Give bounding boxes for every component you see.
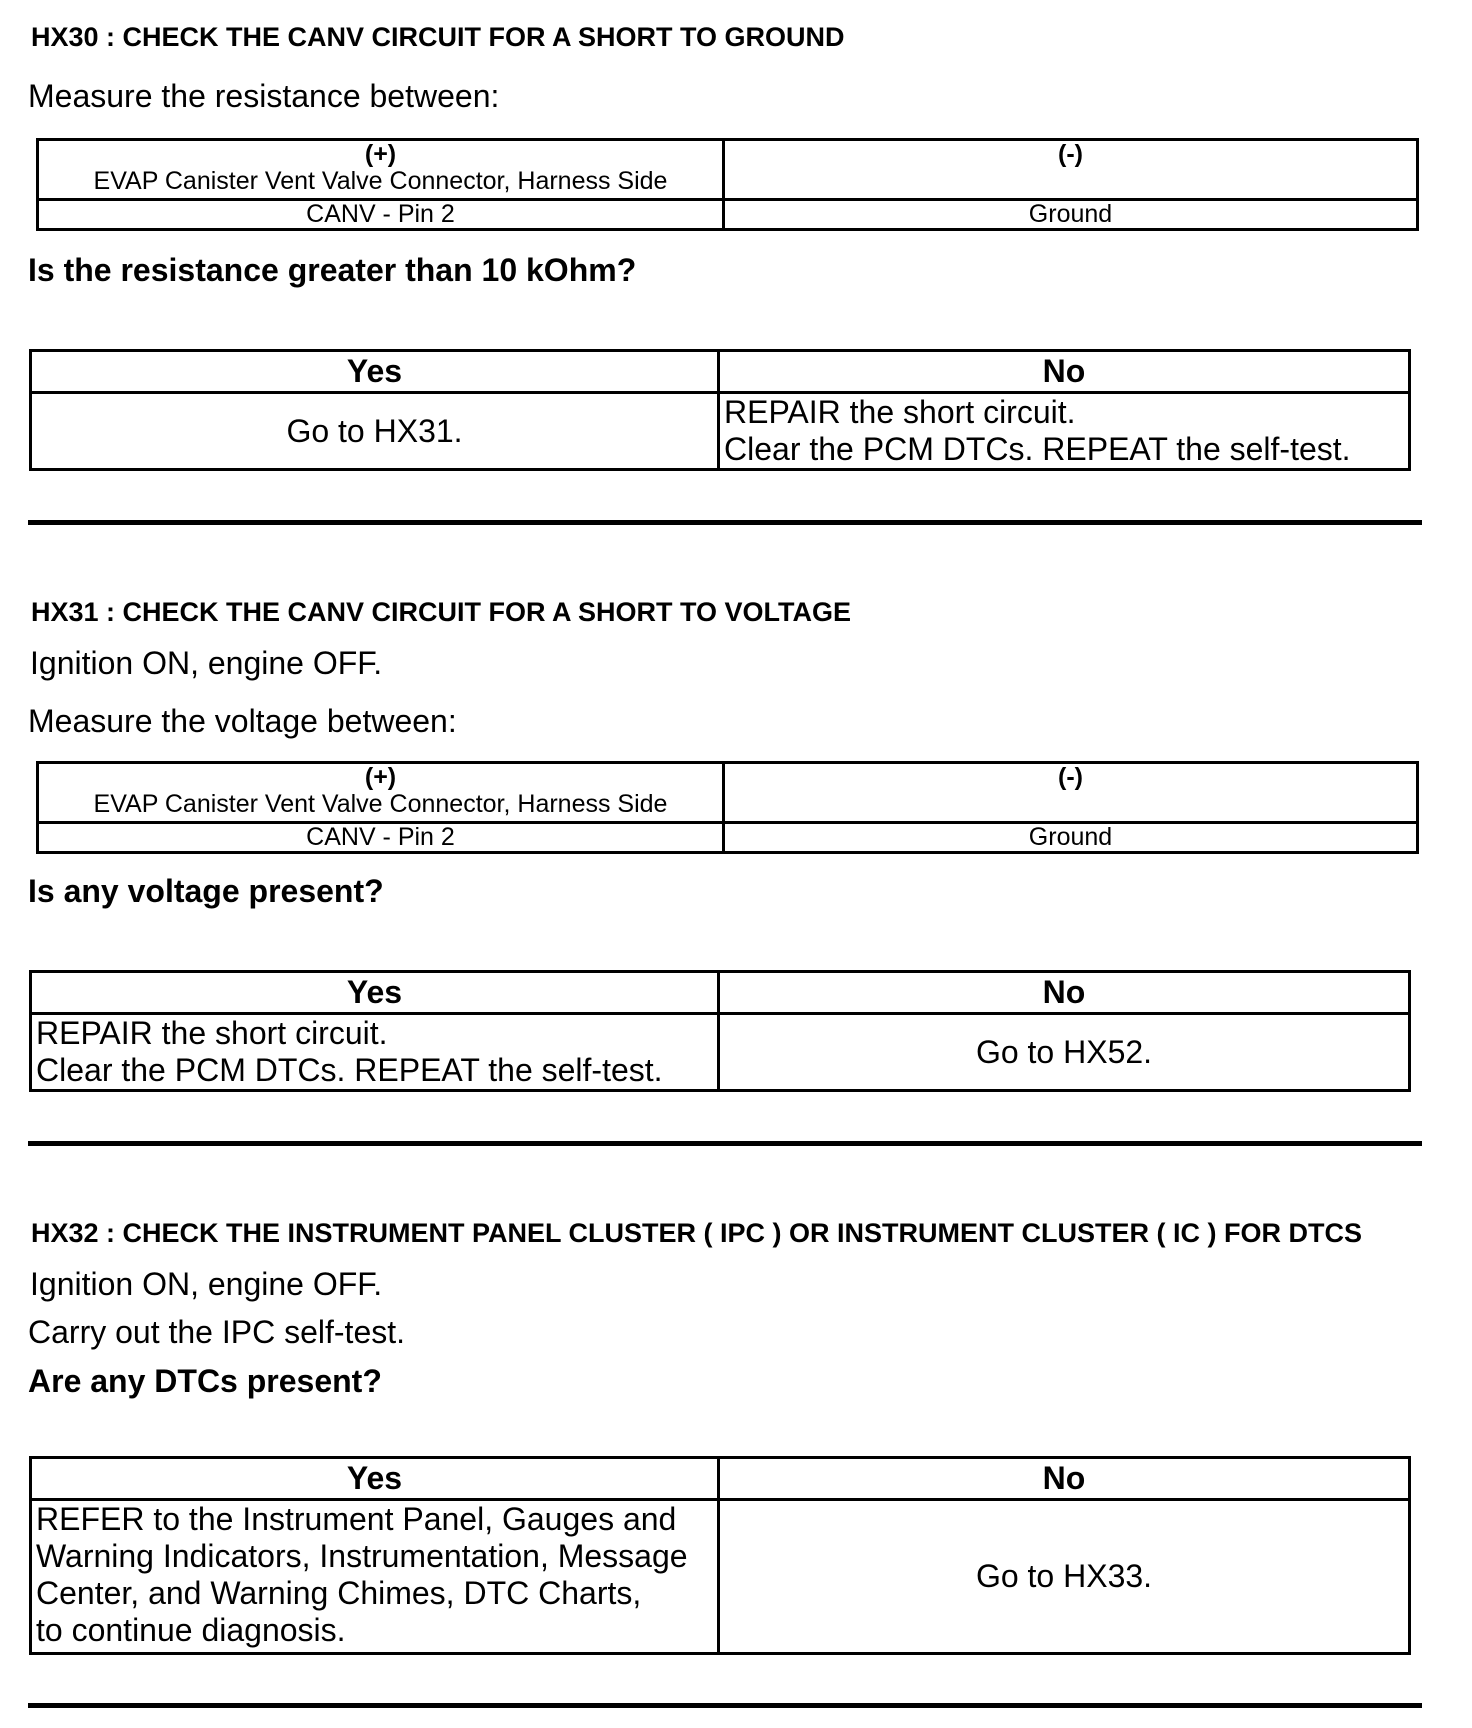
hx30-question: Is the resistance greater than 10 kOhm?: [28, 252, 637, 288]
section-divider: [28, 1703, 1422, 1708]
hx31-minus-label: (-): [1058, 763, 1083, 791]
hx31-no-header: No: [719, 972, 1410, 1014]
hx32-yes-line: Warning Indicators, Instrumentation, Message: [36, 1538, 688, 1574]
hx32-question: Are any DTCs present?: [28, 1363, 382, 1399]
hx30-no-line: REPAIR the short circuit.: [724, 394, 1076, 430]
hx31-instruction-2: Measure the voltage between:: [28, 703, 457, 739]
hx32-heading: HX32 : CHECK THE INSTRUMENT PANEL CLUSTER ( IPC ) OR INSTRUMENT CLUSTER ( IC ) FOR DTCS: [31, 1218, 1363, 1248]
section-divider: [28, 1141, 1422, 1146]
hx30-result-table: [29, 349, 1411, 471]
hx31-measurement-table: [36, 761, 1419, 854]
hx32-yes-action: [31, 1500, 719, 1654]
hx32-yes-line: Center, and Warning Chimes, DTC Charts,: [36, 1575, 642, 1611]
hx31-instruction-1: Ignition ON, engine OFF.: [30, 645, 383, 681]
hx32-yes-line: REFER to the Instrument Panel, Gauges and: [36, 1501, 677, 1537]
hx31-plus-location: EVAP Canister Vent Valve Connector, Harness Side: [93, 790, 668, 818]
hx32-result-table: [29, 1456, 1411, 1655]
hx30-plus-value: CANV - Pin 2: [38, 200, 724, 230]
hx30-instruction: Measure the resistance between:: [28, 78, 500, 114]
hx31-minus-value: Ground: [724, 823, 1418, 853]
hx30-plus-label: (+): [364, 140, 397, 168]
section-divider: [28, 520, 1422, 525]
hx31-yes-action: [31, 1014, 719, 1091]
hx32-instruction-1: Ignition ON, engine OFF.: [30, 1266, 383, 1302]
hx32-instruction-2: Carry out the IPC self-test.: [28, 1314, 406, 1350]
hx31-heading: HX31 : CHECK THE CANV CIRCUIT FOR A SHORT TO VOLTAGE: [31, 597, 852, 627]
hx30-minus-cell: [724, 140, 1418, 200]
hx30-measurement-table: [36, 138, 1419, 231]
hx30-minus-value: Ground: [724, 200, 1418, 230]
hx32-yes-line: to continue diagnosis.: [36, 1612, 346, 1648]
hx30-plus-cell: [38, 140, 724, 200]
hx32-no-action: Go to HX33.: [719, 1500, 1410, 1654]
hx30-no-action: [719, 393, 1410, 470]
hx31-plus-cell: [38, 763, 724, 823]
hx31-plus-value: CANV - Pin 2: [38, 823, 724, 853]
hx31-plus-label: (+): [364, 763, 397, 791]
hx31-yes-header: Yes: [31, 972, 719, 1014]
hx31-yes-line: Clear the PCM DTCs. REPEAT the self-test.: [36, 1052, 663, 1088]
hx31-question: Is any voltage present?: [28, 873, 384, 909]
hx31-result-table: [29, 970, 1411, 1092]
hx31-minus-cell: [724, 763, 1418, 823]
hx30-minus-label: (-): [1058, 140, 1083, 168]
hx31-yes-line: REPAIR the short circuit.: [36, 1015, 388, 1051]
hx30-plus-location: EVAP Canister Vent Valve Connector, Harness Side: [93, 167, 668, 195]
hx30-no-line: Clear the PCM DTCs. REPEAT the self-test.: [724, 431, 1351, 467]
hx32-no-header: No: [719, 1458, 1410, 1500]
hx30-no-header: No: [719, 351, 1410, 393]
hx30-yes-action: Go to HX31.: [31, 393, 719, 470]
hx32-yes-header: Yes: [31, 1458, 719, 1500]
hx30-heading: HX30 : CHECK THE CANV CIRCUIT FOR A SHORT TO GROUND: [31, 22, 845, 52]
hx31-no-action: Go to HX52.: [719, 1014, 1410, 1091]
hx30-yes-header: Yes: [31, 351, 719, 393]
